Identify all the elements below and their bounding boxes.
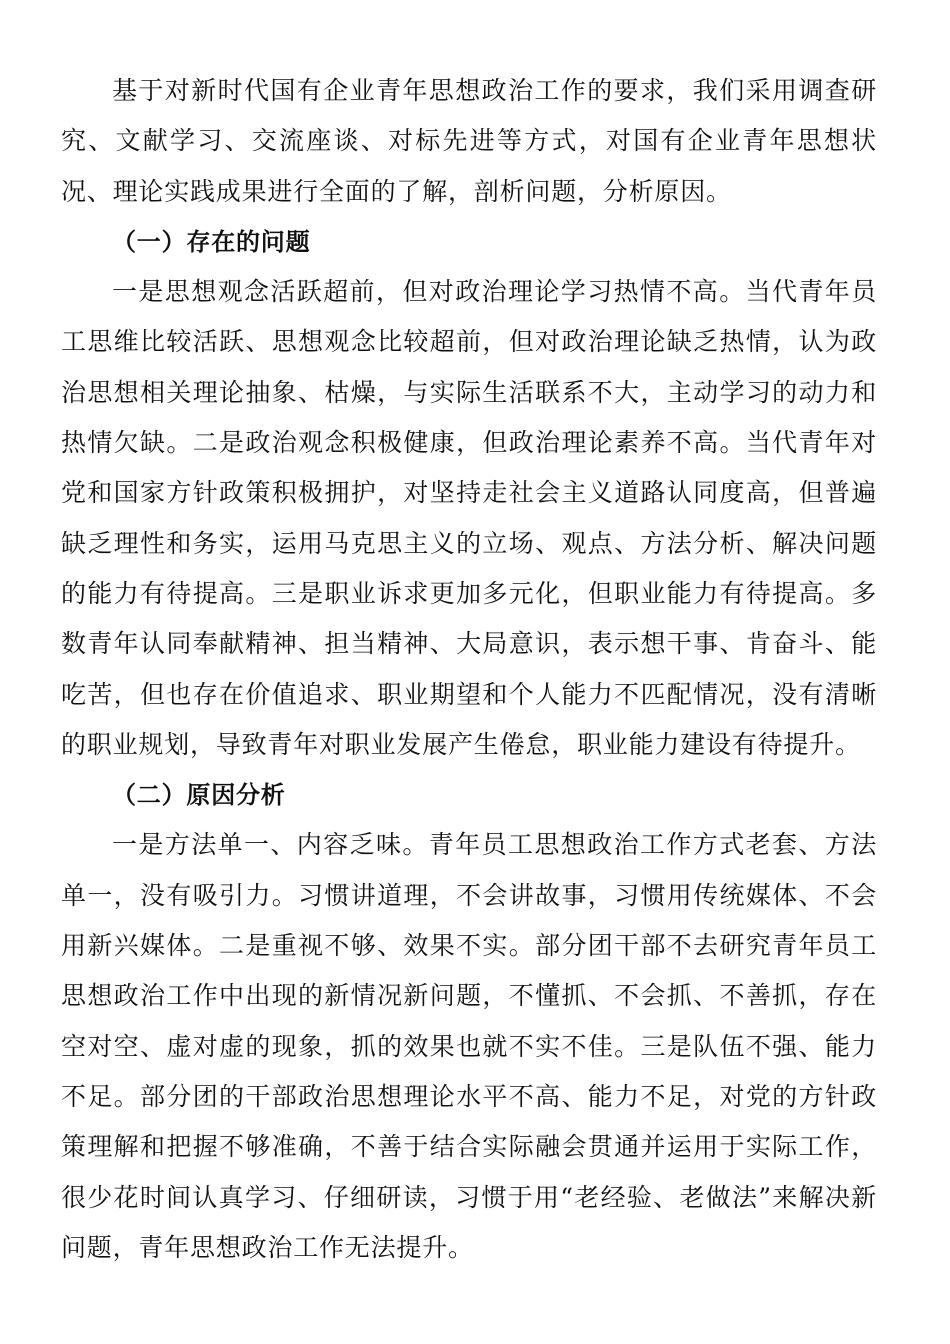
causes-paragraph: 一是方法单一、内容乏味。青年员工思想政治工作方式老套、方法单一，没有吸引力。习惯讲道理，不会讲故事，习惯用传统媒体、不会用新兴媒体。二是重视不够、效果不实。部分团干部不去研究青年员工思想政治工作中出现的新情况新问题，不懂抓、不会抓、不善抓，存在空对空、虚对虚的现象，抓的效果也就不实不佳。三是队伍不强、能力不足。部分团的干部政治思想理论水平不高、能力不足，对党的方针政策理解和把握不够准确，不善于结合实际融会贯通并运用于实际工作，很少花时间认真学习、仔细研读，习惯于用“老经验、老做法”来解决新问题，青年思想政治工作无法提升。 (61, 830, 877, 1262)
intro-paragraph: 基于对新时代国有企业青年思想政治工作的要求，我们采用调查研究、文献学习、交流座谈、对标先进等方式，对国有企业青年思想状况、理论实践成果进行全面的了解，剖析问题，分析原因。 (61, 76, 877, 206)
section-heading-problems: （一）存在的问题 (112, 227, 311, 256)
problems-paragraph: 一是思想观念活跃超前，但对政治理论学习热情不高。当代青年员工思维比较活跃、思想观念比较超前，但对政治理论缺乏热情，认为政治思想相关理论抽象、枯燥，与实际生活联系不大，主动学习的动力和热情欠缺。二是政治观念积极健康，但政治理论素养不高。当代青年对党和国家方针政策积极拥护，对坚持走社会主义道路认同度高，但普遍缺乏理性和务实，运用马克思主义的立场、观点、方法分析、解决问题的能力有待提高。三是职业诉求更加多元化，但职业能力有待提高。多数青年认同奉献精神、担当精神、大局意识，表示想干事、肯奋斗、能吃苦，但也存在价值追求、职业期望和个人能力不匹配情况，没有清晰的职业规划，导致青年对职业发展产生倦怠，职业能力建设有待提升。 (61, 277, 877, 759)
document-page (61, 66, 877, 1273)
section-heading-causes: （二）原因分析 (112, 781, 286, 810)
